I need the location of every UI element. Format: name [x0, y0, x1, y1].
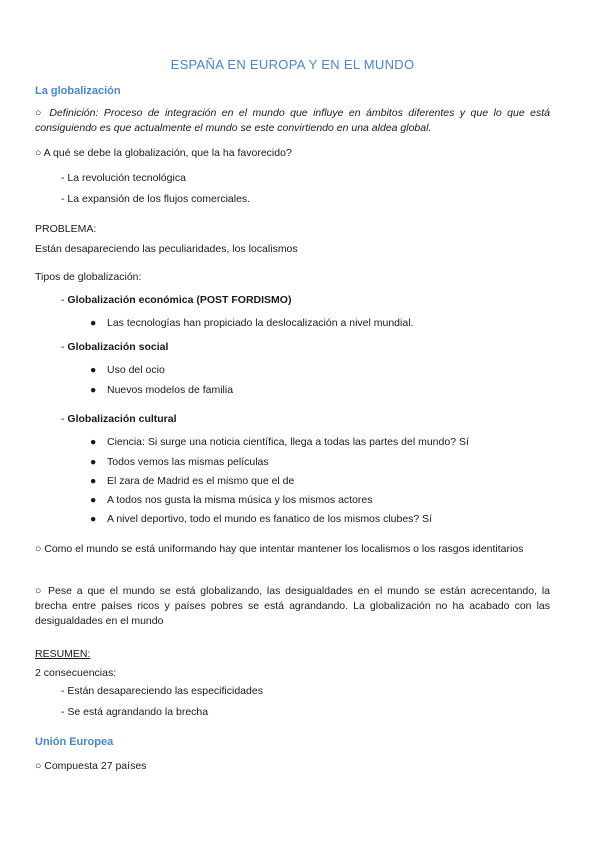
list-item — [90, 383, 233, 398]
list-item — [90, 493, 373, 508]
summary-item: - Se está agrandando la brecha — [61, 706, 209, 718]
type-name: Globalización cultural — [67, 413, 177, 425]
list-item-text: A todos nos gusta la misma música y los mismos actores — [107, 494, 373, 506]
section-heading-ue: Unión Europea — [35, 736, 114, 748]
circle-bullet: ○ — [35, 107, 50, 119]
problem-text: Están desapareciendo las peculiaridades, los localismos — [35, 243, 298, 255]
list-item — [90, 316, 413, 331]
section-heading-globalizacion: La globalización — [35, 85, 121, 97]
cause-item: - La expansión de los flujos comerciales. — [61, 193, 251, 205]
list-item-text: Ciencia: Si surge una noticia científica, llega a todas las partes del mundo? Sí — [107, 436, 469, 448]
list-item-text: Nuevos modelos de familia — [107, 384, 234, 396]
definition-paragraph — [35, 106, 550, 136]
list-item — [90, 435, 469, 450]
bullet-icon: ● — [90, 513, 97, 525]
bullet-icon: ● — [90, 456, 97, 468]
problem-label: PROBLEMA: — [35, 223, 97, 235]
bullet-icon: ● — [90, 475, 97, 487]
list-item — [90, 455, 269, 470]
summary-label: RESUMEN: — [35, 648, 91, 660]
types-label: Tipos de globalización: — [35, 271, 142, 283]
list-item-text: Todos vemos las mismas películas — [107, 456, 269, 468]
summary-intro: 2 consecuencias: — [35, 667, 117, 679]
bullet-icon: ● — [90, 436, 97, 448]
type-dash: - — [61, 341, 68, 353]
ue-item: ○ Compuesta 27 países — [35, 760, 147, 772]
cause-item: - La revolución tecnológica — [61, 172, 186, 184]
bullet-icon: ● — [90, 384, 97, 396]
type-dash: - — [61, 413, 68, 425]
list-item-text: El zara de Madrid es el mismo que el de — [107, 475, 295, 487]
type-economica — [61, 293, 291, 308]
bullet-icon: ● — [90, 317, 97, 329]
list-item — [90, 512, 432, 527]
question-line: ○ A qué se debe la globalización, que la ha favorecido? — [35, 147, 292, 159]
list-item — [90, 363, 165, 378]
document-title: ESPAÑA EN EUROPA Y EN EL MUNDO — [170, 57, 415, 72]
type-dash: - — [61, 294, 68, 306]
definition-text: Definición: Proceso de integración en el mundo que influye en ámbitos diferentes y que lo que está consiguiendo es que actualmente el mundo se este convirtiendo en una aldea global. — [35, 107, 550, 134]
note-desigualdades: ○ Pese a que el mundo se está globalizando, las desigualdades en el mundo se están acrecentando, la brecha entre países ricos y países pobres se está agrandando. La globalización no ha acabado con las desigualdades en el mundo — [35, 585, 550, 627]
type-name: Globalización social — [67, 341, 169, 353]
list-item-text: Las tecnologías han propiciado la deslocalización a nivel mundial. — [107, 317, 414, 329]
type-name: Globalización económica (POST FORDISMO) — [67, 294, 292, 306]
list-item — [90, 474, 294, 489]
bullet-icon: ● — [90, 494, 97, 506]
note-uniformando: ○ Como el mundo se está uniformando hay que intentar mantener los localismos o los rasgos identitarios — [35, 543, 524, 555]
type-social — [61, 340, 168, 355]
summary-item: - Están desapareciendo las especificidades — [61, 685, 263, 697]
list-item-text: Uso del ocio — [107, 364, 165, 376]
bullet-icon: ● — [90, 364, 97, 376]
type-cultural — [61, 412, 177, 427]
list-item-text: A nivel deportivo, todo el mundo es fanatico de los mismos clubes? Sí — [107, 513, 433, 525]
